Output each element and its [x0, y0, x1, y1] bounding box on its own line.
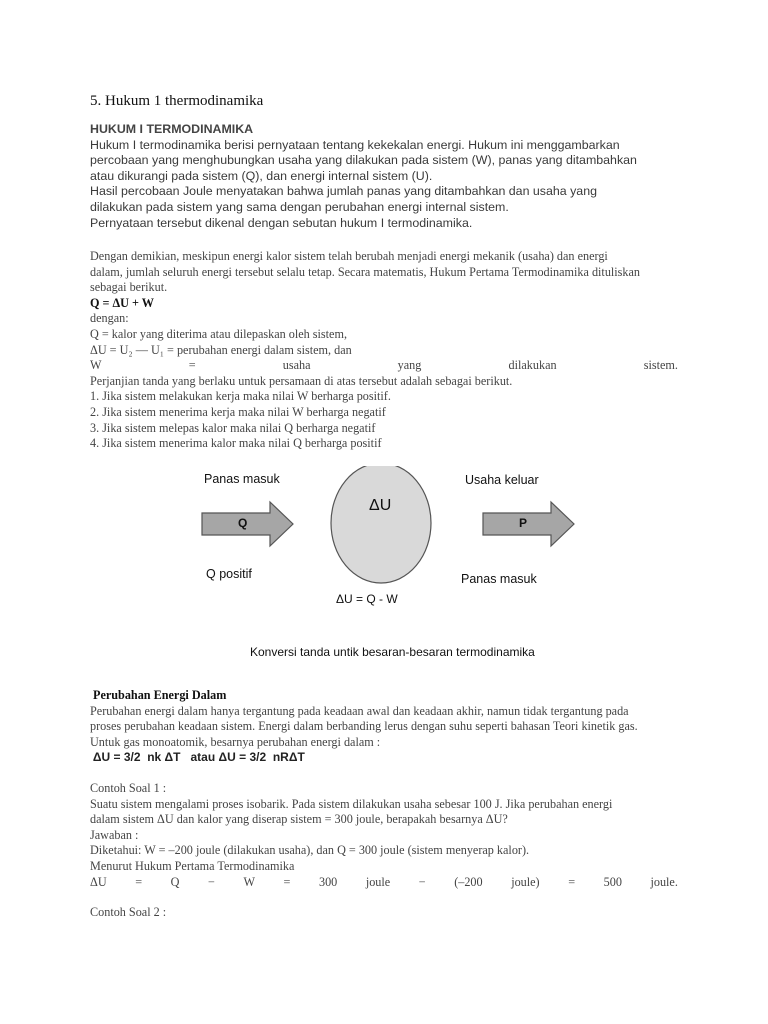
system-circle	[331, 466, 431, 583]
example1-line: Menurut Hukum Pertama Termodinamika	[90, 858, 295, 873]
page-heading: 5. Hukum 1 thermodinamika	[90, 93, 264, 109]
sign-convention-intro: Perjanjian tanda yang berlaku untuk persamaan di atas tersebut adalah sebagai berikut.	[90, 373, 513, 388]
definition-w-word: W	[90, 358, 102, 373]
energy-line: proses perubahan keadaan sistem. Energi dalam berbanding lerus dengan suhu seperti bahasan Teori kinetik gas.	[90, 719, 638, 734]
result-word: joule.	[650, 874, 678, 889]
label-arrow-p: P	[519, 516, 528, 530]
figure-caption: Konversi tanda untik besaran-besaran termodinamika	[250, 645, 535, 659]
label-delta-u: ΔU	[369, 497, 392, 514]
work-out-arrow	[483, 502, 574, 546]
label-arrow-q: Q	[238, 516, 248, 530]
definition-w-word: dilakukan	[508, 358, 557, 373]
example1-line: Diketahui: W = –200 joule (dilakukan usaha), dan Q = 300 joule (sistem menyerap kalor).	[90, 843, 530, 858]
result-word: 300	[318, 874, 338, 889]
example1-line: Jawaban :	[90, 827, 139, 842]
definition-w-word: =	[188, 358, 196, 373]
energy-line: Untuk gas monoatomik, besarnya perubahan energi dalam :	[90, 734, 381, 749]
heat-in-arrow	[202, 502, 293, 546]
label-panas-masuk-bottom: Panas masuk	[461, 572, 537, 586]
intro-line: Pernyataan tersebut dikenal dengan sebutan hukum I termodinamika.	[90, 215, 473, 230]
dengan-label: dengan:	[90, 311, 129, 326]
body-paragraph-line: dalam, jumlah seluruh energi tersebut selalu tetap. Secara matematis, Hukum Pertama Termodinamika dituliskan	[90, 264, 641, 279]
energy-section	[90, 688, 680, 921]
intro-line: dilakukan pada sistem yang sama dengan perubahan energi internal sistem.	[90, 199, 509, 214]
energy-line: Perubahan energi dalam hanya tergantung pada keadaan awal dan keadaan akhir, namun tidak tergantung pada	[90, 703, 629, 718]
intro-line: atau dikurangi pada sistem (Q), dan energi internal sistem (U).	[90, 168, 433, 183]
example2-title: Contoh Soal 2 :	[90, 905, 167, 920]
sign-rule: 3. Jika sistem melepas kalor maka nilai Q berharga negatif	[90, 420, 376, 435]
label-panas-masuk-top: Panas masuk	[204, 472, 280, 486]
sign-rule: 1. Jika sistem melakukan kerja maka nilai W berharga positif.	[90, 389, 391, 404]
result-word: −	[418, 874, 426, 889]
energy-formula: ΔU = 3/2 nk ΔT atau ΔU = 3/2 nRΔT	[90, 750, 305, 765]
intro-title: HUKUM I TERMODINAMIKA	[90, 122, 254, 136]
result-word: ΔU	[90, 874, 107, 889]
result-word: joule	[365, 874, 391, 889]
definition-w-word: usaha	[282, 358, 311, 373]
result-word: =	[283, 874, 291, 889]
result-word: Q	[170, 874, 180, 889]
label-q-positif: Q positif	[206, 567, 252, 581]
result-word: =	[135, 874, 143, 889]
intro-line: Hasil percobaan Joule menyatakan bahwa jumlah panas yang ditambahkan dan usaha yang	[90, 184, 597, 199]
intro-section	[90, 122, 690, 231]
definition-w	[90, 358, 678, 374]
first-law-equation: Q = ΔU + W	[90, 295, 154, 310]
result-word: joule)	[511, 874, 540, 889]
definition-delta-u: ΔU = U₂ — U₁ = perubahan energi dalam sistem, dan	[90, 342, 352, 357]
result-word: W	[243, 874, 255, 889]
sign-rule: 2. Jika sistem menerima kerja maka nilai W berharga negatif	[90, 404, 386, 419]
example1-title: Contoh Soal 1 :	[90, 780, 167, 795]
definition-w-word: yang	[397, 358, 422, 373]
example1-line: dalam sistem ΔU dan kalor yang diserap sistem = 300 joule, berapakah besarnya ΔU?	[90, 812, 508, 827]
example1-line: Suatu sistem mengalami proses isobarik. Pada sistem dilakukan usaha sebesar 100 J. Jika perubahan energi	[90, 796, 613, 811]
result-word: 500	[603, 874, 622, 889]
energy-title: Perubahan Energi Dalam	[93, 688, 227, 702]
label-usaha-keluar: Usaha keluar	[465, 473, 539, 487]
result-word: =	[568, 874, 576, 889]
definition-q: Q = kalor yang diterima atau dilepaskan oleh sistem,	[90, 326, 347, 341]
intro-line: Hukum I termodinamika berisi pernyataan tentang kekekalan energi. Hukum ini menggambarkan	[90, 137, 620, 152]
definition-w-word: sistem.	[643, 358, 678, 373]
sign-rule: 4. Jika sistem menerima kalor maka nilai Q berharga positif	[90, 436, 382, 451]
body-paragraph-line: sebagai berikut.	[90, 280, 168, 295]
result-word: (–200	[454, 874, 483, 889]
body-section	[90, 249, 678, 452]
example1-result	[90, 875, 678, 891]
label-formula: ΔU = Q - W	[336, 592, 398, 606]
sign-convention-diagram	[195, 466, 595, 666]
result-word: −	[208, 874, 215, 889]
intro-line: percobaan yang menghubungkan usaha yang dilakukan pada sistem (W), panas yang ditambahkan	[90, 153, 637, 168]
body-paragraph-line: Dengan demikian, meskipun energi kalor sistem telah berubah menjadi energi mekanik (usaha) dan energi	[90, 249, 608, 263]
diagram-graphics	[195, 466, 595, 666]
